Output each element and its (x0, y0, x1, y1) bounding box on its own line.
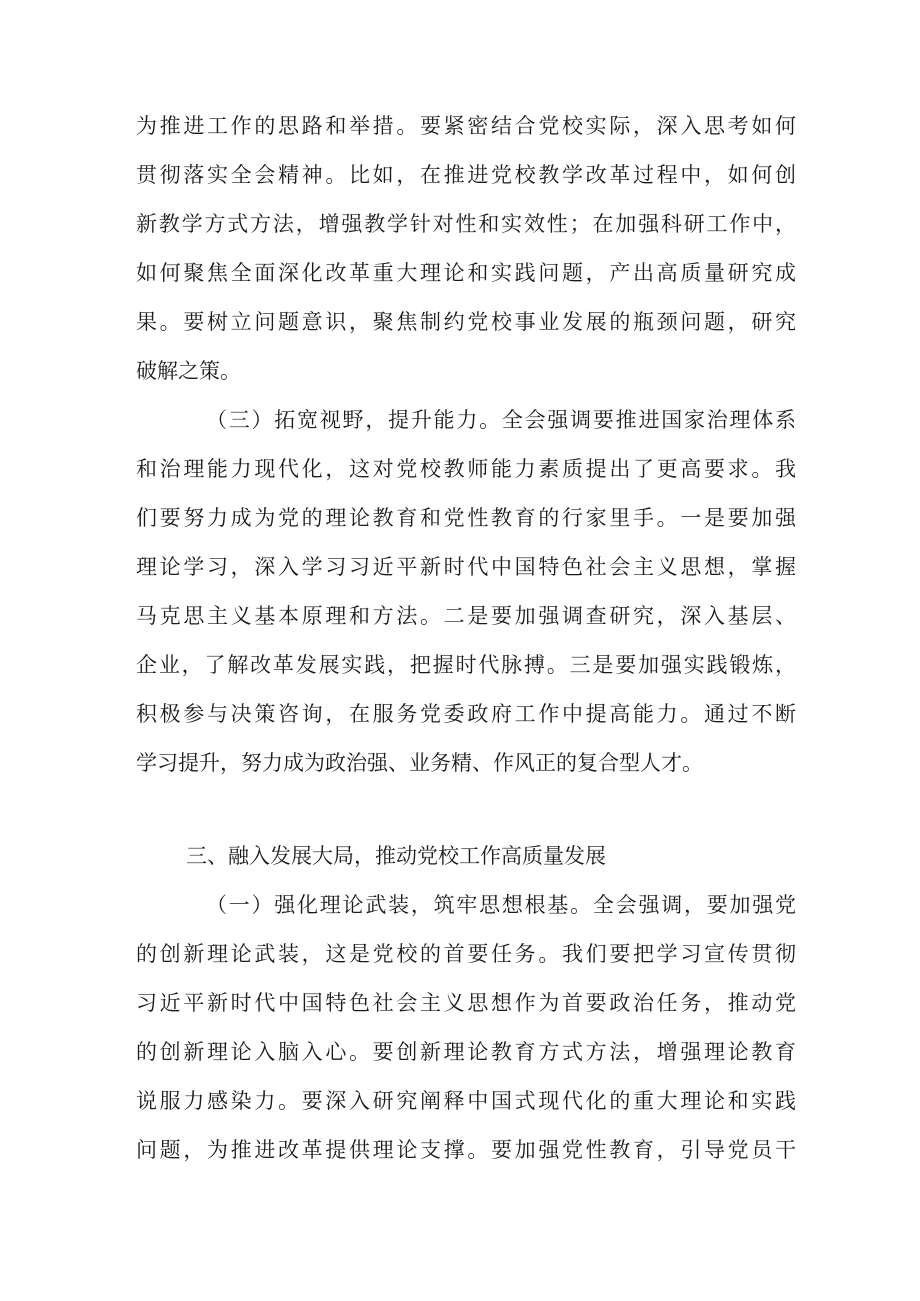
paragraph-line: 的创新理论武装，这是党校的首要任务。我们要把学习宣传贯彻 (136, 942, 796, 966)
paragraph-line: 如何聚焦全面深化改革重大理论和实践问题，产出高质量研究成 (136, 261, 796, 285)
paragraph-line: 习近平新时代中国特色社会主义思想作为首要政治任务，推动党 (136, 991, 796, 1015)
paragraph-line-indented: （三）拓宽视野，提升能力。全会强调要推进国家治理体系 (206, 408, 796, 432)
paragraph-line: 果。要树立问题意识，聚焦制约党校事业发展的瓶颈问题，研究 (136, 310, 796, 334)
paragraph-line: 企业，了解改革发展实践，把握时代脉搏。三是要加强实践锻炼， (136, 653, 796, 677)
paragraph-line: 说服力感染力。要深入研究阐释中国式现代化的重大理论和实践 (136, 1089, 796, 1113)
paragraph-line: 的创新理论入脑入心。要创新理论教育方式方法，增强理论教育 (136, 1040, 796, 1064)
paragraph-line: 积极参与决策咨询，在服务党委政府工作中提高能力。通过不断 (136, 702, 796, 726)
paragraph-line: 贯彻落实全会精神。比如，在推进党校教学改革过程中，如何创 (136, 163, 796, 187)
paragraph-line: 学习提升，努力成为政治强、业务精、作风正的复合型人才。 (136, 751, 703, 775)
paragraph-line: 问题，为推进改革提供理论支撑。要加强党性教育，引导党员干 (136, 1138, 796, 1162)
section-heading: 三、融入发展大局，推动党校工作高质量发展 (186, 844, 606, 868)
paragraph-line: 为推进工作的思路和举措。要紧密结合党校实际，深入思考如何 (136, 114, 796, 138)
paragraph-line: 马克思主义基本原理和方法。二是要加强调查研究，深入基层、 (136, 604, 796, 628)
paragraph-line: 破解之策。 (136, 359, 241, 383)
paragraph-line-indented: （一）强化理论武装，筑牢思想根基。全会强调，要加强党 (206, 893, 796, 917)
paragraph-line: 和治理能力现代化，这对党校教师能力素质提出了更高要求。我 (136, 457, 796, 481)
paragraph-line: 新教学方式方法，增强教学针对性和实效性；在加强科研工作中， (136, 212, 796, 236)
paragraph-line: 们要努力成为党的理论教育和党性教育的行家里手。一是要加强 (136, 506, 796, 530)
paragraph-line: 理论学习，深入学习习近平新时代中国特色社会主义思想，掌握 (136, 555, 796, 579)
